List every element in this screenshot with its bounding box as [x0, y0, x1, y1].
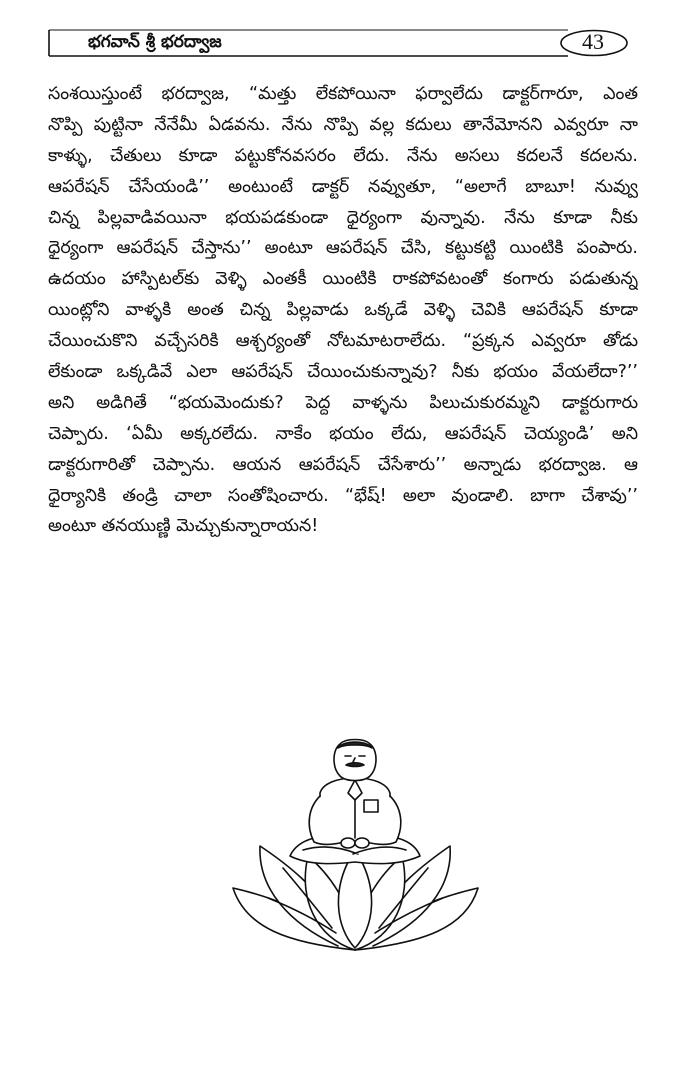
- lotus-seated-figure-illustration: [228, 738, 483, 953]
- text-line: అని అడిగితే “భయమెందుకు? పెద్ద వాళ్ళను పిలుచుకురమ్మని డాక్టరుగారు: [48, 392, 638, 413]
- body-text: [48, 79, 638, 542]
- text-line: నొప్పి పుట్టినా నేనేమీ ఏడవను. నేను నొప్పి వల్ల కదులు తానేమోనని ఎవ్వరూ నా: [48, 114, 638, 135]
- page-header: [48, 28, 630, 58]
- text-line: చిన్న పిల్లవాడివయినా భయపడకుండా ధైర్యంగా వున్నావు. నేను కూడా నీకు: [48, 207, 638, 228]
- text-line: డాక్టరుగారితో చెప్పాను. ఆయన ఆపరేషన్ చేసేశారు’’ అన్నాడు భరద్వాజ. ఆ: [48, 454, 638, 475]
- text-line: సంశయిస్తుంటే భరద్వాజ, “మత్తు లేకపోయినా ఫర్వాలేదు డాక్టర్‌గారూ, ఎంత: [48, 84, 638, 104]
- text-line: ఉదయం హాస్పిటల్‌కు వెళ్ళి ఎంతకీ యింటికి రాకపోవటంతో కంగారు పడుతున్న: [48, 269, 638, 290]
- text-line: ధైర్యంగా ఆపరేషన్ చేస్తాను’’ అంటూ ఆపరేషన్ చేసి, కట్టుకట్టి యింటికి పంపారు.: [48, 238, 638, 259]
- text-line: యింట్లోని వాళ్ళకి అంత చిన్న పిల్లవాడు ఒక్కడే వెళ్ళి చెవికి ఆపరేషన్ కూడా: [48, 300, 638, 321]
- text-line: లేకుండా ఒక్కడివే ఎలా ఆపరేషన్ చేయించుకున్నావు? నీకు భయం వేయలేదా?’’: [48, 362, 638, 383]
- text-line: చేయించుకొని వచ్చేసరికి ఆశ్చర్యంతో నోటమాటరాలేదు. “ప్రక్కన ఎవ్వరూ తోడు: [48, 331, 638, 352]
- text-line-last: అంటూ తనయుణ్ణి మెచ్చుకున్నారాయన!: [48, 516, 319, 537]
- text-line: ధైర్యానికి తండ్రి చాలా సంతోషించారు. “భేష్! అలా వుండాలి. బాగా చేశావు’’: [48, 485, 638, 506]
- text-line: చెప్పారు. ‘ఏమీ అక్కరలేదు. నాకేం భయం లేదు, ఆపరేషన్ చెయ్యండి’ అని: [48, 423, 638, 444]
- page-number: 43: [582, 29, 604, 54]
- text-line: ఆపరేషన్ చేసేయండి’’ అంటుంటే డాక్టర్ నవ్వుతూ, “అలాగే బాబూ! నువ్వు: [48, 176, 638, 197]
- text-line: కాళ్ళు, చేతులు కూడా పట్టుకోనవసరం లేదు. నేను అసలు కదలనే కదలను.: [48, 145, 638, 166]
- running-title: భగవాన్ శ్రీ భరద్వాజ: [88, 32, 222, 52]
